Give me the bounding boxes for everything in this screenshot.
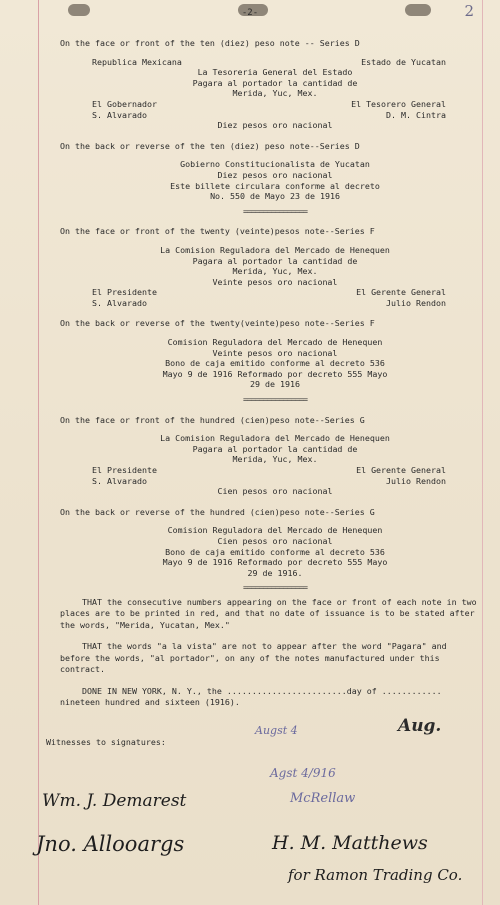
clause-paragraph: DONE IN NEW YORK, N. Y., the ........................day of ............ nineteen hundred and sixteen (1916). — [60, 685, 442, 708]
witness-signature-1: Wm. J. Demarest — [42, 791, 187, 811]
section-heading: On the face or front of the hundred (cien)peso note--Series G — [60, 414, 365, 425]
centered-line: Pagara al portador la cantidad de — [192, 77, 358, 88]
handwritten-month: Aug. — [398, 716, 442, 736]
centered-line: Veinte pesos oro nacional — [212, 347, 338, 358]
centered-line: No. 550 de Mayo 23 de 1916 — [210, 191, 340, 202]
handwritten-date-note: Agst 4/916 — [270, 766, 336, 780]
separator-line: ================ — [243, 394, 307, 405]
section-block — [60, 337, 490, 390]
typed-text — [46, 38, 490, 748]
signature-3: for Ramon Trading Co. — [288, 866, 463, 884]
page-number: -2- — [241, 8, 259, 18]
centered-line: Pagara al portador la cantidad de — [192, 443, 358, 454]
right-text: D. M. Cintra — [386, 109, 446, 120]
signature-1: Jno. Allooargs — [36, 832, 185, 856]
section-heading: On the back or reverse of the ten (diez) peso note--Series D — [60, 140, 360, 151]
clause-paragraph: THAT the consecutive numbers appearing on the face or front of each note in two places are to be printed in red, and that no date of issuance is to be stated after the words, "Merida, Yucatan, Mex." — [60, 596, 477, 630]
witnesses-label: Witnesses to signatures: — [46, 736, 166, 747]
signature-2: H. M. Matthews — [272, 832, 428, 854]
two-column-line — [60, 110, 490, 121]
separator-line: ================ — [243, 582, 307, 593]
centered-line: 29 de 1916. — [247, 567, 303, 578]
right-text: Estado de Yucatan — [361, 56, 446, 67]
left-text: El Gobernador — [92, 98, 157, 109]
section-block — [60, 159, 490, 201]
separator-line: ================ — [243, 205, 307, 216]
centered-line: Diez pesos oro nacional — [217, 120, 333, 131]
centered-line: Este billete circulara conforme al decreto — [170, 180, 380, 191]
left-text: El Presidente — [92, 287, 157, 298]
section-block — [60, 525, 490, 578]
centered-line: Diez pesos oro nacional — [217, 169, 333, 180]
two-column-line — [60, 99, 490, 110]
witness-signature-2: McRellaw — [290, 791, 356, 806]
centered-line: La Tesoreria General del Estado — [197, 67, 353, 78]
two-column-line — [60, 465, 490, 476]
right-text: El Tesorero General — [351, 98, 446, 109]
centered-line: Merida, Yuc, Mex. — [232, 454, 318, 465]
centered-line: Gobierno Constitucionalista de Yucatan — [180, 159, 370, 170]
centered-line: La Comision Reguladora del Mercado de Henequen — [160, 244, 390, 255]
centered-line: Mayo 9 de 1916 Reformado por decreto 555 Mayo — [162, 368, 388, 379]
right-text: Julio Rendon — [386, 297, 446, 308]
centered-line: Comision Reguladora del Mercado de Henequen — [167, 525, 383, 536]
left-margin-line — [38, 0, 39, 905]
section-heading: On the back or reverse of the hundred (cien)peso note--Series G — [60, 506, 375, 517]
centered-line: Cien pesos oro nacional — [217, 486, 333, 497]
corner-page-number: 2 — [464, 2, 474, 20]
section-heading: On the face or front of the twenty (veinte)pesos note--Series F — [60, 226, 375, 237]
centered-line: Merida, Yuc, Mex. — [232, 88, 318, 99]
centered-line: Bono de caja emitido conforme al decreto 536 — [165, 358, 385, 369]
centered-line: Pagara al portador la cantidad de — [192, 255, 358, 266]
right-text: El Gerente General — [356, 287, 446, 298]
centered-line: Bono de caja emitido conforme al decreto 536 — [165, 546, 385, 557]
left-text: S. Alvarado — [92, 297, 147, 308]
handwritten-day: Augst 4 — [255, 724, 298, 737]
two-column-line — [60, 57, 490, 68]
left-text: El Presidente — [92, 465, 157, 475]
two-column-line — [60, 298, 490, 309]
centered-line: 29 de 1916 — [250, 379, 300, 390]
right-text: Julio Rendon — [386, 475, 446, 486]
two-column-line — [60, 476, 490, 487]
section-block — [60, 433, 490, 497]
centered-line: La Comision Reguladora del Mercado de Henequen — [160, 433, 390, 444]
two-column-line — [60, 287, 490, 298]
left-text: S. Alvarado — [92, 109, 147, 120]
section-heading: On the back or reverse of the twenty(veinte)peso note--Series F — [60, 318, 375, 329]
left-text: Republica Mexicana — [92, 56, 182, 67]
section-block — [60, 57, 490, 131]
centered-line: Comision Reguladora del Mercado de Henequen — [167, 337, 383, 348]
centered-line: Veinte pesos oro nacional — [212, 276, 338, 287]
centered-line: Mayo 9 de 1916 Reformado por decreto 555 Mayo — [162, 557, 388, 568]
right-text: El Gerente General — [356, 465, 446, 475]
section-heading: On the face or front of the ten (diez) peso note -- Series D — [60, 38, 360, 48]
left-text: S. Alvarado — [92, 475, 147, 486]
section-block — [60, 245, 490, 309]
centered-line: Cien pesos oro nacional — [217, 535, 333, 546]
centered-line: Merida, Yuc, Mex. — [232, 266, 318, 277]
clause-paragraph: THAT the words "a la vista" are not to appear after the word "Pagara" and before the words, "al portador", on any of the notes manufactured under this contract. — [60, 641, 447, 675]
